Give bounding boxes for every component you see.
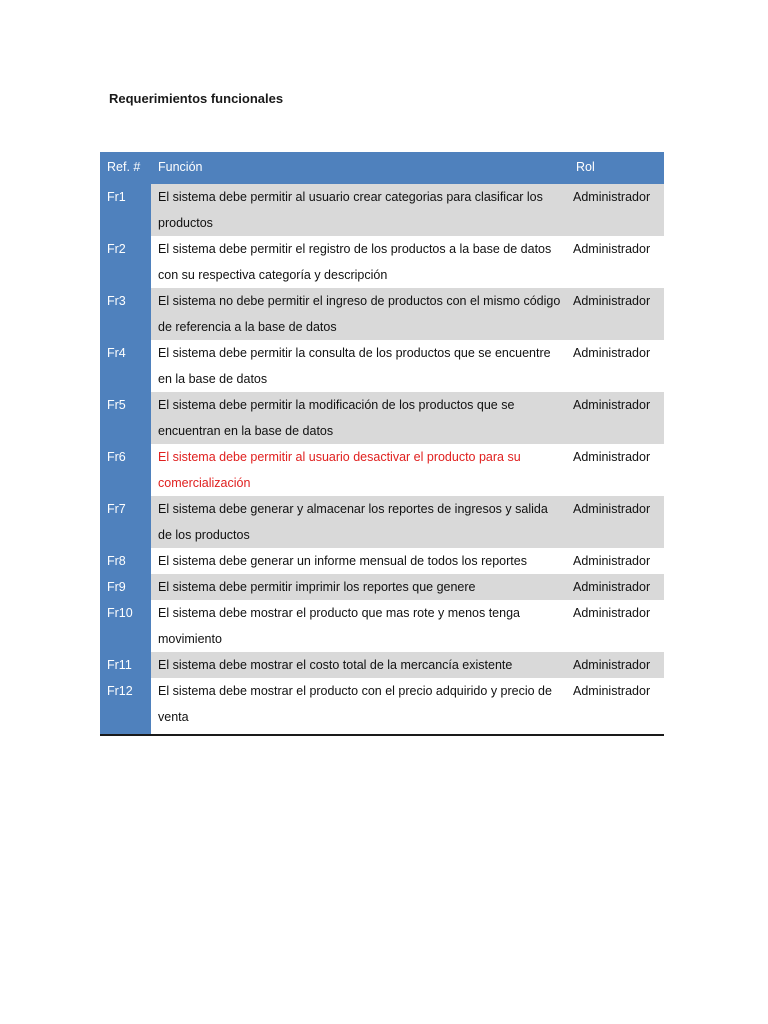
ref-cell: Fr10 (100, 600, 151, 652)
rol-cell: Administrador (569, 678, 664, 735)
table-row (100, 678, 664, 735)
table-header-row (100, 153, 664, 184)
document-title: Requerimientos funcionales (109, 91, 284, 106)
ref-cell: Fr2 (100, 236, 151, 288)
header-rol: Rol (569, 153, 664, 184)
funcion-cell: El sistema debe permitir al usuario crear categorias para clasificar los productos (151, 184, 569, 236)
requirements-table (100, 152, 664, 736)
rol-cell: Administrador (569, 236, 664, 288)
rol-cell: Administrador (569, 574, 664, 600)
funcion-cell: El sistema debe permitir la modificación de los productos que se encuentran en la base de datos (151, 392, 569, 444)
ref-cell: Fr12 (100, 678, 151, 735)
funcion-cell: El sistema debe permitir la consulta de los productos que se encuentre en la base de datos (151, 340, 569, 392)
table-row (100, 236, 664, 288)
rol-cell: Administrador (569, 548, 664, 574)
ref-cell: Fr3 (100, 288, 151, 340)
ref-cell: Fr9 (100, 574, 151, 600)
ref-cell: Fr4 (100, 340, 151, 392)
funcion-cell: El sistema debe permitir el registro de los productos a la base de datos con su respectiva categoría y descripción (151, 236, 569, 288)
ref-cell: Fr8 (100, 548, 151, 574)
table-row (100, 444, 664, 496)
table-row (100, 496, 664, 548)
funcion-cell: El sistema debe mostrar el costo total de la mercancía existente (151, 652, 569, 678)
funcion-cell: El sistema debe permitir al usuario desactivar el producto para su comercialización (151, 444, 569, 496)
ref-cell: Fr6 (100, 444, 151, 496)
header-funcion: Función (151, 153, 569, 184)
rol-cell: Administrador (569, 392, 664, 444)
ref-cell: Fr1 (100, 184, 151, 236)
table-row (100, 600, 664, 652)
funcion-cell: El sistema debe generar y almacenar los reportes de ingresos y salida de los productos (151, 496, 569, 548)
header-ref: Ref. # (100, 153, 151, 184)
funcion-cell: El sistema no debe permitir el ingreso de productos con el mismo código de referencia a la base de datos (151, 288, 569, 340)
table-row (100, 184, 664, 236)
table-row (100, 340, 664, 392)
table-row (100, 548, 664, 574)
rol-cell: Administrador (569, 600, 664, 652)
ref-cell: Fr11 (100, 652, 151, 678)
rol-cell: Administrador (569, 288, 664, 340)
rol-cell: Administrador (569, 496, 664, 548)
rol-cell: Administrador (569, 652, 664, 678)
rol-cell: Administrador (569, 444, 664, 496)
funcion-cell: El sistema debe mostrar el producto con el precio adquirido y precio de venta (151, 678, 569, 735)
rol-cell: Administrador (569, 184, 664, 236)
funcion-cell: El sistema debe permitir imprimir los reportes que genere (151, 574, 569, 600)
rol-cell: Administrador (569, 340, 664, 392)
ref-cell: Fr7 (100, 496, 151, 548)
table-row (100, 288, 664, 340)
ref-cell: Fr5 (100, 392, 151, 444)
funcion-cell: El sistema debe generar un informe mensual de todos los reportes (151, 548, 569, 574)
table-row (100, 652, 664, 678)
funcion-cell: El sistema debe mostrar el producto que mas rote y menos tenga movimiento (151, 600, 569, 652)
table-row (100, 574, 664, 600)
table-row (100, 392, 664, 444)
